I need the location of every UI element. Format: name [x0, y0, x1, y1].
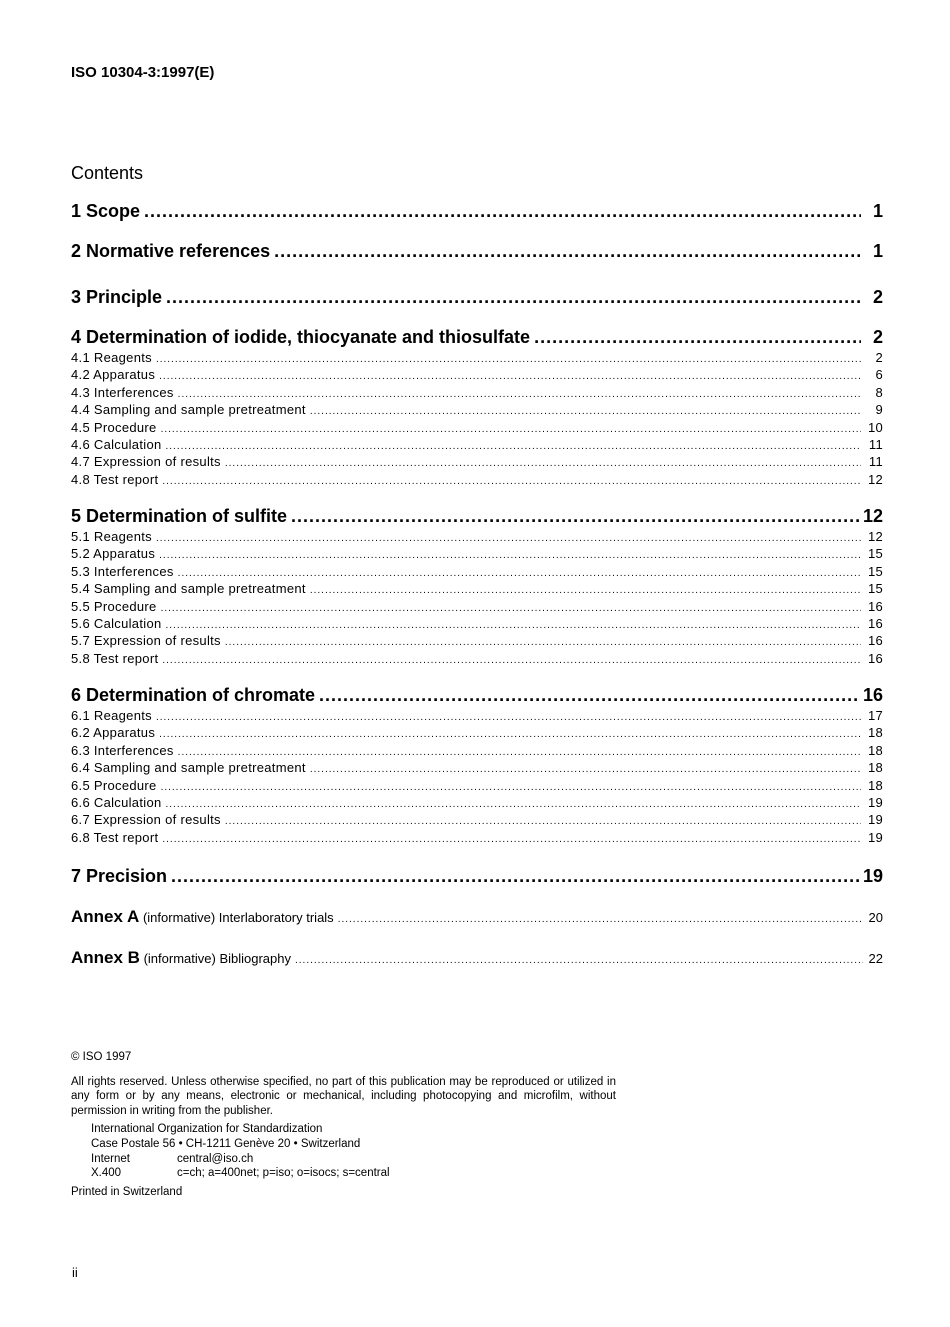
- x400-row: [91, 1166, 616, 1181]
- toc-page: 1: [872, 241, 883, 261]
- leader-dots: [162, 655, 861, 666]
- toc-subentry[interactable]: [71, 651, 883, 666]
- toc-label: 5.1 Reagents: [71, 529, 152, 544]
- toc-page: 16: [862, 685, 883, 705]
- leader-dots: [274, 241, 861, 262]
- leader-dots: [166, 620, 862, 631]
- toc-page: 16: [867, 616, 883, 631]
- toc-page: 18: [867, 778, 883, 793]
- toc-page: 22: [868, 951, 883, 966]
- toc-subentry[interactable]: [71, 830, 883, 845]
- toc-subentry[interactable]: [71, 778, 883, 793]
- toc-subentry[interactable]: [71, 795, 883, 810]
- toc-label: 5.5 Procedure: [71, 599, 157, 614]
- leader-dots: [310, 764, 861, 775]
- leader-dots: [310, 585, 861, 596]
- toc-label: 4.4 Sampling and sample pretreatment: [71, 402, 306, 417]
- toc-label: 5 Determination of sulfite: [71, 506, 288, 526]
- toc-subentry[interactable]: [71, 385, 883, 400]
- toc-entry-scope[interactable]: [71, 201, 883, 222]
- printed-in: Printed in Switzerland: [71, 1185, 183, 1198]
- toc-page: 12: [867, 529, 883, 544]
- toc-label: [71, 907, 334, 927]
- toc-label: 4.6 Calculation: [71, 437, 162, 452]
- toc-label: 2 Normative references: [71, 241, 271, 261]
- toc-page: 16: [867, 633, 883, 648]
- leader-dots: [291, 506, 859, 527]
- leader-dots: [310, 406, 861, 417]
- internet-label: Internet: [91, 1152, 130, 1165]
- toc-subentry[interactable]: [71, 708, 883, 723]
- toc-label: 4.3 Interferences: [71, 385, 174, 400]
- toc-label: 5.6 Calculation: [71, 616, 162, 631]
- annex-description: (informative) Bibliography: [143, 951, 291, 966]
- x400-label: X.400: [91, 1167, 122, 1180]
- toc-subentry[interactable]: [71, 367, 883, 382]
- leader-dots: [156, 712, 861, 723]
- toc-label: 6 Determination of chromate: [71, 685, 316, 705]
- toc-page: 10: [867, 420, 883, 435]
- leader-dots: [166, 287, 861, 308]
- toc-label: 5.7 Expression of results: [71, 633, 221, 648]
- leader-dots: [178, 389, 861, 400]
- publisher-address: [91, 1122, 616, 1180]
- toc-label: 4.1 Reagents: [71, 350, 152, 365]
- toc-subentry[interactable]: [71, 760, 883, 775]
- toc-subentry[interactable]: [71, 350, 883, 365]
- leader-dots: [166, 441, 862, 452]
- toc-label: 5.2 Apparatus: [71, 546, 156, 561]
- leader-dots: [161, 424, 861, 435]
- leader-dots: [171, 866, 859, 887]
- toc-page: 19: [867, 830, 883, 845]
- toc-subentry[interactable]: [71, 454, 883, 469]
- leader-dots: [225, 816, 861, 827]
- annex-description: (informative) Interlaboratory trials: [142, 910, 334, 925]
- toc-label: 4.8 Test report: [71, 472, 159, 487]
- toc-label: 6.4 Sampling and sample pretreatment: [71, 760, 306, 775]
- toc-entry-precision[interactable]: [71, 866, 883, 887]
- leader-dots: [161, 782, 861, 793]
- toc-page: 19: [867, 812, 883, 827]
- toc-label: [71, 948, 291, 968]
- leader-dots: [161, 603, 861, 614]
- toc-subentry[interactable]: [71, 633, 883, 648]
- toc-page: 19: [867, 795, 883, 810]
- org-name: International Organization for Standardization: [91, 1123, 323, 1136]
- leader-dots: [178, 568, 861, 579]
- leader-dots: [319, 685, 859, 706]
- leader-dots: [159, 371, 861, 382]
- leader-dots: [225, 637, 861, 648]
- toc-label: 6.5 Procedure: [71, 778, 157, 793]
- toc-label: 6.3 Interferences: [71, 743, 174, 758]
- toc-entry-normative-references[interactable]: [71, 241, 883, 262]
- toc-page: 16: [867, 599, 883, 614]
- toc-subentry[interactable]: [71, 725, 883, 740]
- toc-subentry[interactable]: [71, 472, 883, 487]
- toc-page: 6: [875, 367, 883, 382]
- toc-label: 5.8 Test report: [71, 651, 159, 666]
- toc-subentry[interactable]: [71, 812, 883, 827]
- toc-label: 4.2 Apparatus: [71, 367, 156, 382]
- copyright-block: [71, 1050, 616, 1199]
- rights-statement: All rights reserved. Unless otherwise specified, no part of this publication may be reproduced or utilized in any form or by any means, electronic or mechanical, including photocopying and microfilm, without permission in writing from the publisher.: [71, 1075, 616, 1117]
- toc-page: 16: [867, 651, 883, 666]
- page-number: ii: [72, 1265, 78, 1280]
- toc-page: 15: [867, 564, 883, 579]
- leader-dots: [178, 747, 861, 758]
- leader-dots: [144, 201, 861, 222]
- toc-subentry[interactable]: [71, 402, 883, 417]
- toc-page: 11: [868, 454, 883, 469]
- toc-page: 8: [875, 385, 883, 400]
- internet-value: central@iso.ch: [177, 1152, 254, 1165]
- toc-subentry[interactable]: [71, 546, 883, 561]
- toc-entry-principle[interactable]: [71, 287, 883, 308]
- toc-page: 19: [862, 866, 883, 886]
- document-id: ISO 10304-3:1997(E): [71, 64, 215, 81]
- toc-label: 6.7 Expression of results: [71, 812, 221, 827]
- leader-dots: [338, 914, 863, 925]
- toc-entry-annex-a[interactable]: [71, 907, 883, 927]
- internet-row: [91, 1152, 616, 1167]
- toc-label: 7 Precision: [71, 866, 168, 886]
- toc-page: 15: [867, 546, 883, 561]
- leader-dots: [156, 354, 861, 365]
- contents-title: Contents: [71, 163, 144, 183]
- leader-dots: [225, 458, 861, 469]
- toc-entry-section-6[interactable]: [71, 685, 883, 706]
- toc-subentry[interactable]: [71, 420, 883, 435]
- toc-page: 1: [872, 201, 883, 221]
- leader-dots: [166, 799, 862, 810]
- toc-label: 5.3 Interferences: [71, 564, 174, 579]
- toc-subentry[interactable]: [71, 599, 883, 614]
- leader-dots: [159, 729, 861, 740]
- toc-label: 5.4 Sampling and sample pretreatment: [71, 581, 306, 596]
- toc-label: 4 Determination of iodide, thiocyanate and thiosulfate: [71, 327, 531, 347]
- toc-page: 15: [867, 581, 883, 596]
- leader-dots: [156, 533, 861, 544]
- leader-dots: [295, 955, 863, 966]
- toc-page: 17: [867, 708, 883, 723]
- toc-subentry[interactable]: [71, 437, 883, 452]
- postal-address: Case Postale 56 • CH-1211 Genève 20 • Switzerland: [91, 1137, 361, 1150]
- toc-page: 9: [875, 402, 883, 417]
- toc-page: 18: [867, 743, 883, 758]
- toc-page: 2: [872, 287, 883, 307]
- x400-value: c=ch; a=400net; p=iso; o=isocs; s=central: [177, 1167, 390, 1180]
- toc-subentry[interactable]: [71, 581, 883, 596]
- toc-label: 3 Principle: [71, 287, 163, 307]
- toc-label: 6.1 Reagents: [71, 708, 152, 723]
- toc-label: 4.7 Expression of results: [71, 454, 221, 469]
- copyright-line: © ISO 1997: [71, 1051, 132, 1063]
- leader-dots: [534, 327, 861, 348]
- toc-page: 12: [867, 472, 883, 487]
- toc-page: 18: [867, 760, 883, 775]
- toc-entry-section-4[interactable]: [71, 327, 883, 348]
- toc-entry-annex-b[interactable]: [71, 948, 883, 968]
- toc-subentry[interactable]: [71, 616, 883, 631]
- annex-heading: Annex B: [71, 948, 140, 967]
- toc-subentry[interactable]: [71, 564, 883, 579]
- toc-subentry[interactable]: [71, 529, 883, 544]
- toc-page: 2: [875, 350, 883, 365]
- toc-page: 12: [862, 506, 883, 526]
- leader-dots: [162, 476, 861, 487]
- toc-page: 2: [872, 327, 883, 347]
- toc-entry-section-5[interactable]: [71, 506, 883, 527]
- toc-label: 6.6 Calculation: [71, 795, 162, 810]
- toc-subentry[interactable]: [71, 743, 883, 758]
- toc-page: 11: [868, 437, 883, 452]
- toc-label: 6.8 Test report: [71, 830, 159, 845]
- leader-dots: [159, 550, 861, 561]
- toc-label: 4.5 Procedure: [71, 420, 157, 435]
- toc-label: 1 Scope: [71, 201, 141, 221]
- annex-heading: Annex A: [71, 907, 140, 926]
- toc-page: 20: [868, 910, 883, 925]
- toc-page: 18: [867, 725, 883, 740]
- leader-dots: [162, 834, 861, 845]
- toc-label: 6.2 Apparatus: [71, 725, 156, 740]
